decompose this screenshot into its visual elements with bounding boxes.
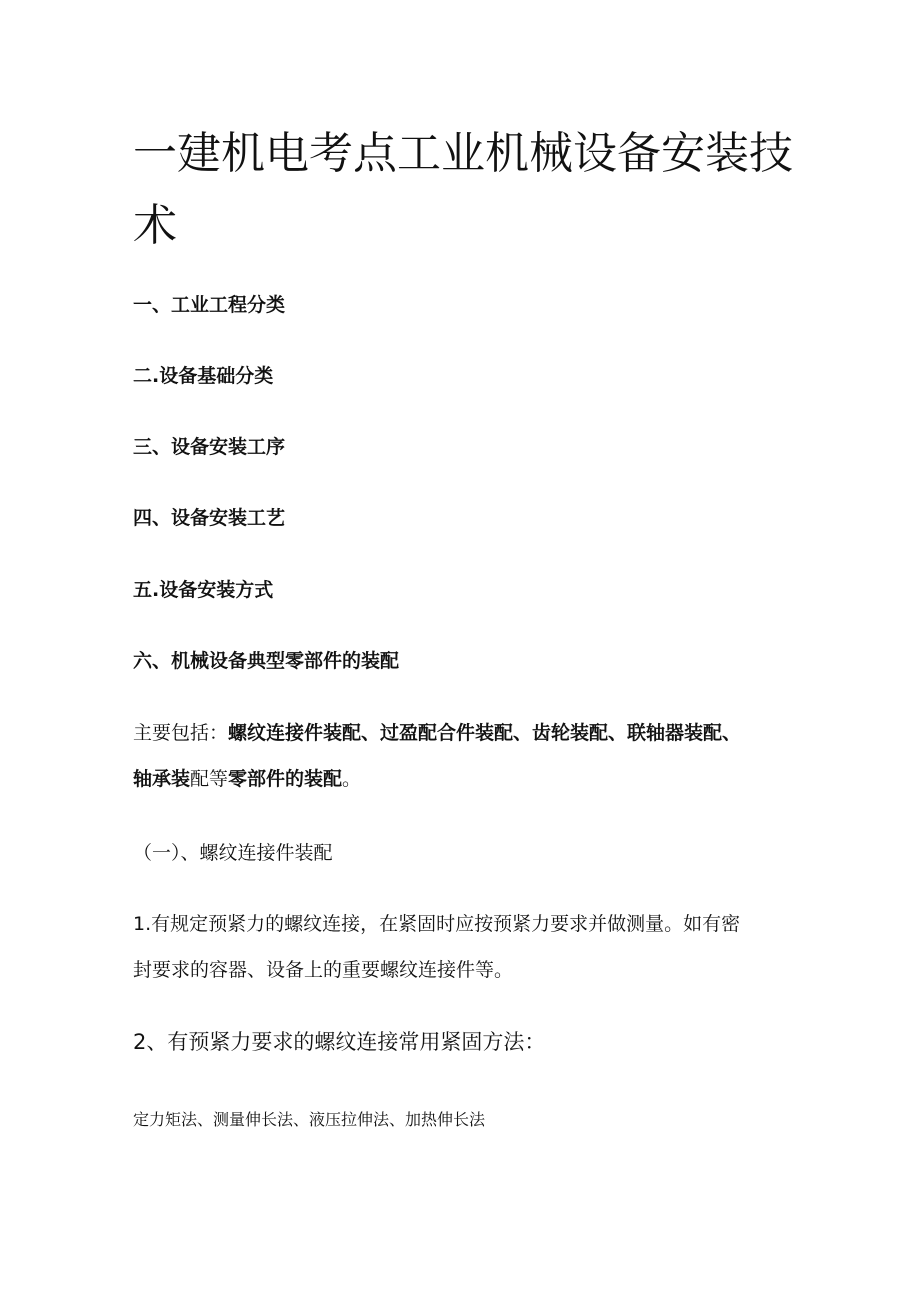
main-content-bold-parts: 零部件的装配 [228,768,343,790]
heading-installation-technique: 四、设备安装工艺 [133,507,286,529]
heading-installation-method: 五.设备安装方式 [133,579,274,601]
item-2-paragraph: 2、有预紧力要求的螺纹连接常用紧固方法： [133,1030,546,1054]
main-content-period: 。 [342,768,362,790]
heading-foundation-classification: 二.设备基础分类 [133,365,274,387]
main-content-prefix: 主要包括： [133,722,229,744]
heading-parts-assembly: 六、机械设备典型零部件的装配 [133,650,400,672]
subsection-threaded-connection: （一）、螺纹连接件装配 [133,842,333,864]
heading-industrial-classification: 一、工业工程分类 [133,294,286,316]
main-content-line-2 [133,756,793,802]
main-content-line-1 [133,710,793,756]
document-title: 一建机电考点工业机械设备安装技术 [133,128,793,251]
fastening-methods: 定力矩法、测量伸长法、液压拉伸法、加热伸长法 [133,1110,486,1129]
main-content-bold-list: 螺纹连接件装配、过盈配合件装配、齿轮装配、联轴器装配、 [228,722,742,744]
item-1-line-1: 1.有规定预紧力的螺纹连接，在紧固时应按预紧力要求并做测量。如有密 [133,913,741,935]
item-1-line-2: 封要求的容器、设备上的重要螺纹连接件等。 [133,959,514,981]
heading-installation-process: 三、设备安装工序 [133,436,286,458]
main-content-bold-bearing: 轴承装 [133,768,191,790]
main-content-normal-text: 配等 [190,768,229,790]
main-content-paragraph [133,710,793,802]
item-1-paragraph [133,901,793,993]
